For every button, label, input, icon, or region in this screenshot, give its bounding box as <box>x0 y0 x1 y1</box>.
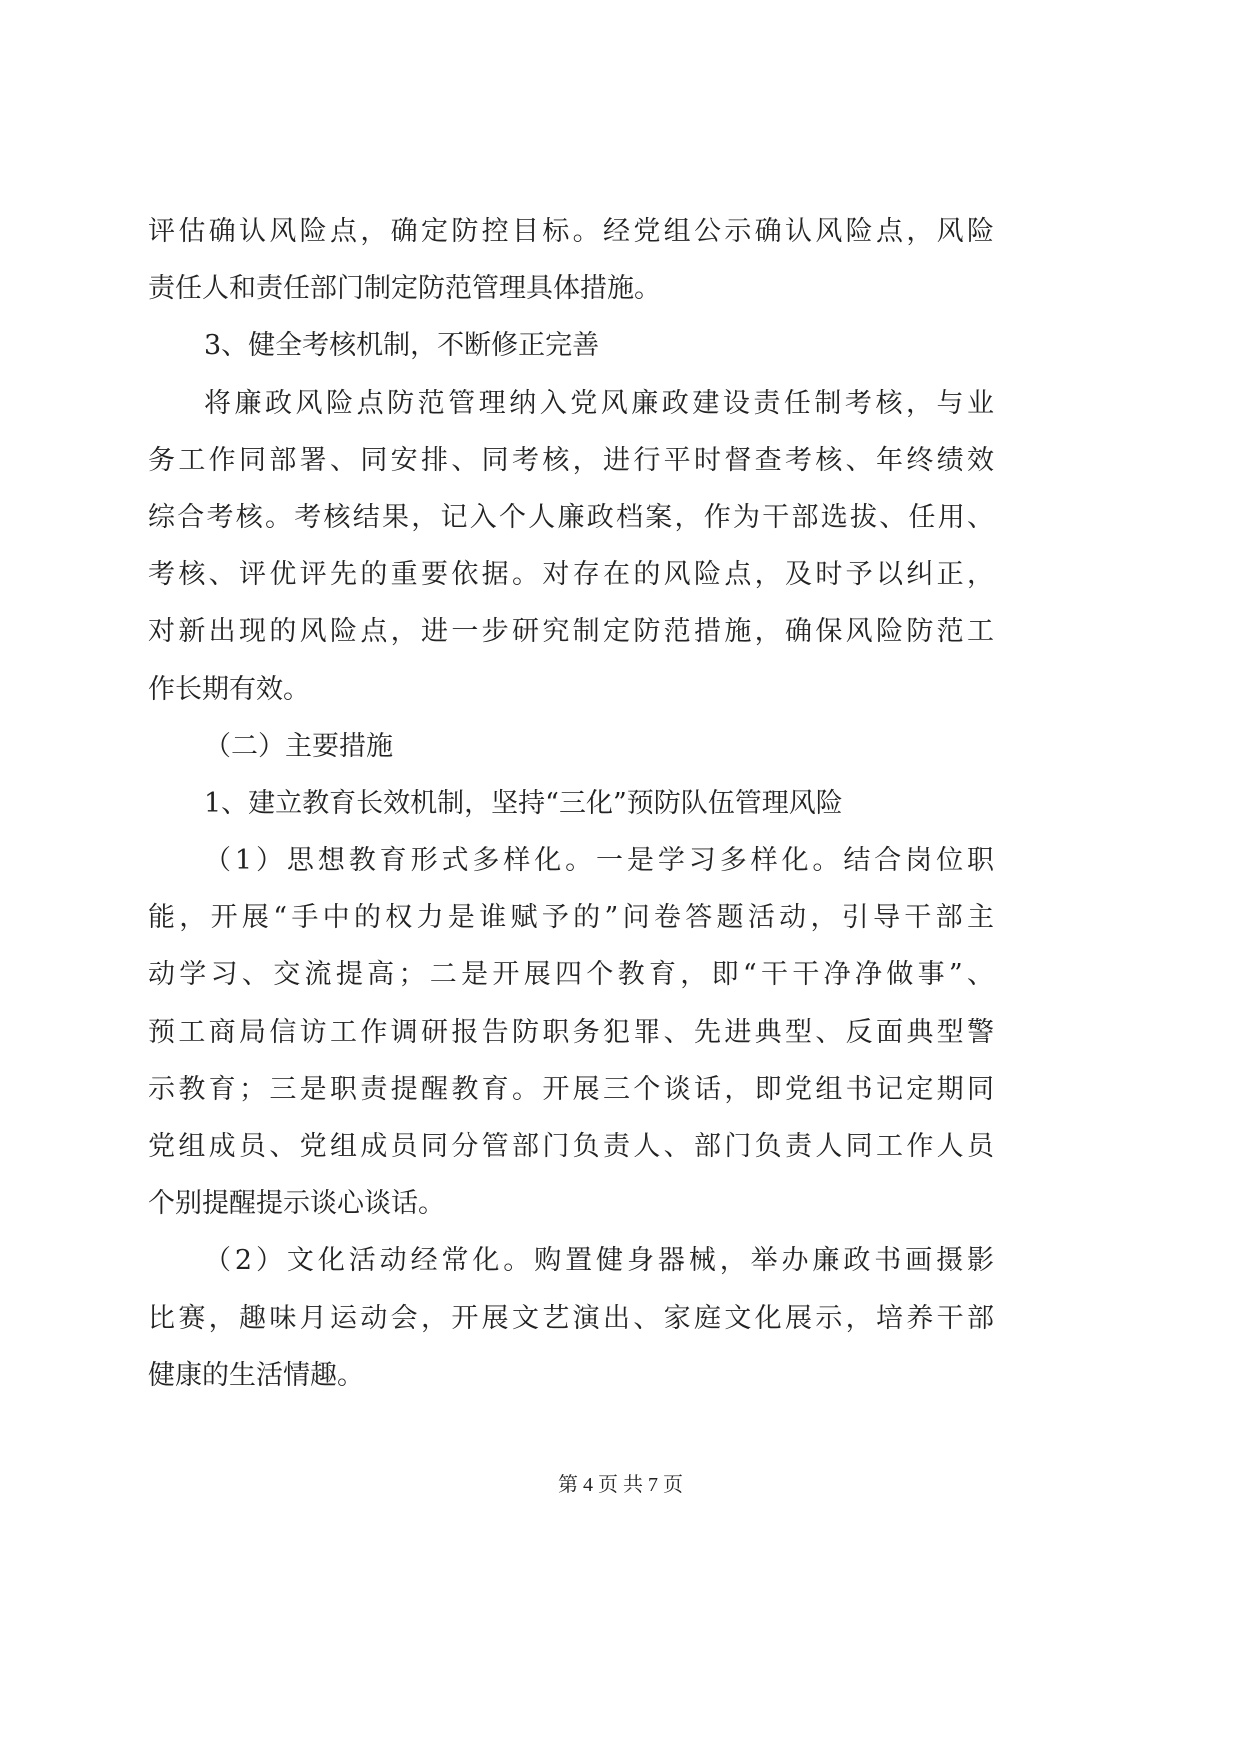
text-line: （1）思想教育形式多样化。一是学习多样化。结合岗位职 <box>204 845 994 877</box>
text-line: 预工商局信访工作调研报告防职务犯罪、先进典型、反面典型警 <box>148 1016 994 1048</box>
text-line: 考核、评优评先的重要依据。对存在的风险点，及时予以纠正， <box>148 559 994 591</box>
text-line: 作长期有效。 <box>148 673 310 705</box>
text-line: 示教育；三是职责提醒教育。开展三个谈话，即党组书记定期同 <box>148 1073 994 1105</box>
document-body <box>148 212 994 1413</box>
text-line: 健康的生活情趣。 <box>148 1359 364 1391</box>
text-line: 比赛，趣味月运动会，开展文艺演出、家庭文化展示，培养干部 <box>148 1302 994 1334</box>
text-line: （二）主要措施 <box>204 730 393 762</box>
text-line: 个别提醒提示谈心谈话。 <box>148 1188 445 1220</box>
text-line: （2）文化活动经常化。购置健身器械，举办廉政书画摄影 <box>204 1245 994 1277</box>
text-line: 动学习、交流提高；二是开展四个教育，即“干干净净做事”、 <box>148 959 994 991</box>
text-line: 党组成员、党组成员同分管部门负责人、部门负责人同工作人员 <box>148 1131 994 1162</box>
text-line: 能，开展“手中的权力是谁赋予的”问卷答题活动，引导干部主 <box>148 902 994 934</box>
page-footer: 第 4 页 共 7 页 <box>558 1474 683 1496</box>
text-line: 综合考核。考核结果，记入个人廉政档案，作为干部选拔、任用、 <box>148 501 994 533</box>
text-line: 3、健全考核机制，不断修正完善 <box>204 330 600 362</box>
text-line: 务工作同部署、同安排、同考核，进行平时督查考核、年终绩效 <box>148 444 994 476</box>
text-line: 将廉政风险点防范管理纳入党风廉政建设责任制考核，与业 <box>204 387 994 419</box>
text-line: 1、建立教育长效机制，坚持“三化”预防队伍管理风险 <box>204 787 843 819</box>
text-line: 评估确认风险点，确定防控目标。经党组公示确认风险点，风险 <box>148 216 994 247</box>
text-line: 责任人和责任部门制定防范管理具体措施。 <box>148 273 661 305</box>
text-line: 对新出现的风险点，进一步研究制定防范措施，确保风险防范工 <box>148 616 994 648</box>
